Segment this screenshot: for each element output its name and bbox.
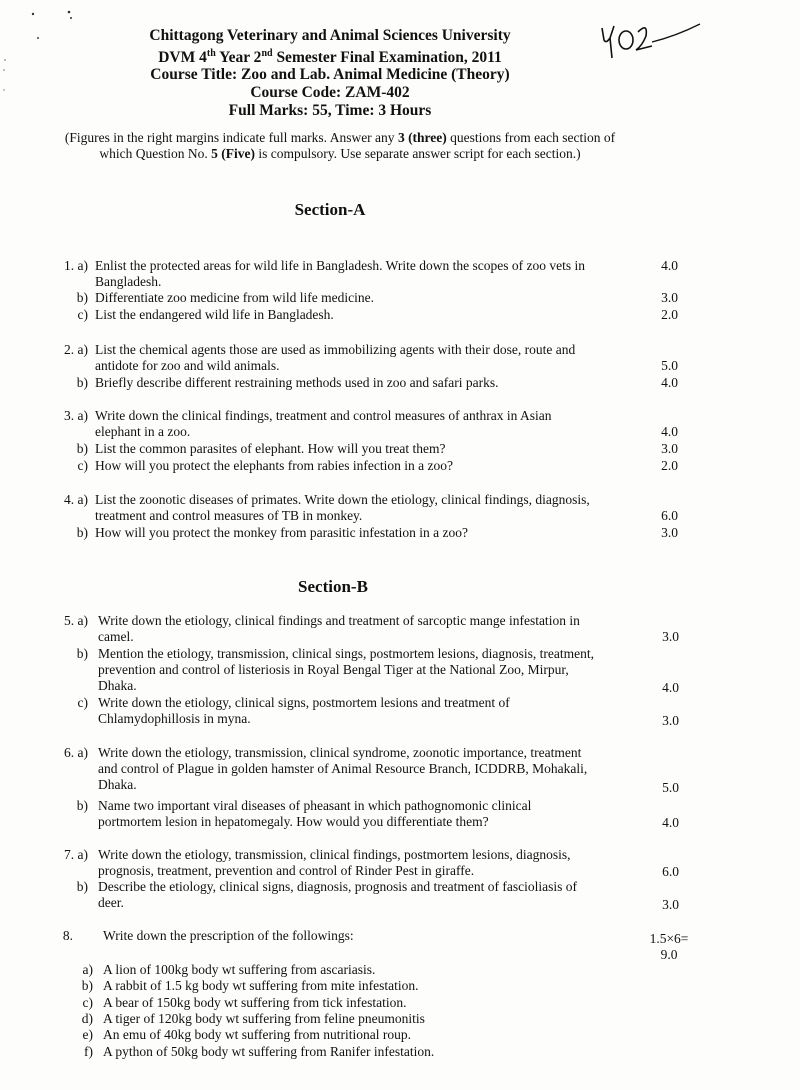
- question-label: 5. a): [64, 613, 88, 628]
- prescription-item: A bear of 150kg body wt suffering from tick infestation.: [103, 995, 407, 1010]
- question-text: Dhaka.: [98, 678, 137, 693]
- question-mark: 5.0: [661, 358, 678, 373]
- university-name: Chittagong Veterinary and Animal Sciences University: [149, 27, 511, 44]
- question-text: How will you protect the elephants from rabies infection in a zoo?: [95, 458, 454, 473]
- question-label: 8.: [62, 928, 73, 943]
- question-text: List the chemical agents those are used as immobilizing agents with their dose, route and: [95, 342, 576, 357]
- question-label: b): [76, 646, 88, 661]
- question-label: 2. a): [64, 342, 88, 357]
- question-mark: 3.0: [662, 713, 679, 728]
- prescription-label: d): [81, 1011, 93, 1026]
- prescription-item: A python of 50kg body wt suffering from Ranifer infestation.: [103, 1044, 435, 1059]
- question-label: c): [77, 307, 88, 322]
- prescription-item: A tiger of 120kg body wt suffering from feline pneumonitis: [103, 1011, 425, 1026]
- question-text: and control of Plague in golden hamster of Animal Resource Branch, ICDDRB, Mohakali,: [98, 761, 588, 776]
- question-mark: 6.0: [661, 508, 678, 523]
- prescription-item: A lion of 100kg body wt suffering from ascariasis.: [103, 962, 376, 977]
- section-a-title: Section-A: [294, 200, 366, 219]
- question-text: prevention and control of listeriosis in Royal Bengal Tiger at the National Zoo, Mirpur,: [98, 662, 569, 677]
- prescription-label: a): [82, 962, 93, 977]
- question-text: Differentiate zoo medicine from wild life medicine.: [95, 290, 375, 305]
- question-label: b): [76, 441, 88, 456]
- question-mark: 3.0: [662, 629, 679, 644]
- question-text: Write down the clinical findings, treatment and control measures of anthrax in Asian: [95, 408, 552, 423]
- question-label: c): [77, 695, 88, 710]
- prescription-label: f): [84, 1044, 93, 1059]
- question-mark: 2.0: [661, 458, 678, 473]
- question-text: portmortem lesion in hepatomegaly. How would you differentiate them?: [98, 814, 489, 829]
- question-mark: 4.0: [661, 258, 678, 273]
- question-mark: 5.0: [662, 780, 679, 795]
- question-mark: 4.0: [661, 375, 678, 390]
- course-title: Course Title: Zoo and Lab. Animal Medicine (Theory): [150, 66, 510, 84]
- question-text: prognosis, treatment, prevention and control of Rinder Pest in giraffe.: [98, 863, 475, 878]
- question-text: deer.: [98, 895, 124, 910]
- instructions: (Figures in the right margins indicate full marks. Answer any 3 (three) questions from each section of which Question No. 5 (Five) is compulsory. Use separate answer script for each section.): [64, 130, 616, 161]
- prescription-label: c): [82, 995, 93, 1010]
- prescription-item: A rabbit of 1.5 kg body wt suffering from mite infestation.: [103, 978, 419, 993]
- course-code: Course Code: ZAM-402: [250, 83, 410, 101]
- question-text: Write down the prescription of the followings:: [103, 928, 354, 943]
- question-text: List the common parasites of elephant. How will you treat them?: [95, 441, 446, 456]
- question-label: b): [76, 879, 88, 894]
- question-text: Describe the etiology, clinical signs, diagnosis, prognosis and treatment of fascioliasis of: [98, 879, 578, 894]
- question-text: elephant in a zoo.: [95, 424, 191, 439]
- question-text: Mention the etiology, transmission, clinical sings, postmortem lesions, diagnosis, treatment,: [98, 646, 594, 661]
- question-mark: 1.5×6=: [649, 931, 689, 946]
- question-text: camel.: [98, 629, 134, 644]
- question-mark: 3.0: [661, 290, 678, 305]
- question-text: Name two important viral diseases of pheasant in which pathognomonic clinical: [98, 798, 532, 813]
- prescription-label: b): [81, 978, 93, 993]
- question-label: b): [76, 375, 88, 390]
- question-text: Enlist the protected areas for wild life in Bangladesh. Write down the scopes of zoo vets in: [95, 258, 585, 273]
- question-mark: 3.0: [662, 897, 679, 912]
- question-text: Write down the etiology, clinical findings and treatment of sarcoptic mange infestation in: [98, 613, 580, 628]
- question-text: Briefly describe different restraining methods used in zoo and safari parks.: [95, 375, 499, 390]
- question-text: Write down the etiology, clinical signs, postmortem lesions and treatment of: [98, 695, 510, 710]
- question-mark: 3.0: [661, 525, 678, 540]
- question-text: Write down the etiology, transmission, clinical syndrome, zoonotic importance, treatment: [98, 745, 582, 760]
- question-mark: 4.0: [661, 424, 678, 439]
- question-label: c): [77, 458, 88, 473]
- question-label: 4. a): [64, 492, 88, 507]
- question-text: Bangladesh.: [95, 274, 162, 289]
- question-label: 3. a): [64, 408, 88, 423]
- question-mark: 3.0: [661, 441, 678, 456]
- question-text: treatment and control measures of TB in monkey.: [95, 508, 363, 523]
- question-mark: 4.0: [662, 815, 679, 830]
- prescription-item: An emu of 40kg body wt suffering from nutritional roup.: [103, 1027, 411, 1042]
- question-label: 6. a): [64, 745, 88, 760]
- exam-header: [0, 27, 660, 119]
- question-text: antidote for zoo and wild animals.: [95, 358, 280, 373]
- question-text: List the zoonotic diseases of primates. Write down the etiology, clinical findings, diagnosis,: [95, 492, 590, 507]
- question-mark: 4.0: [662, 680, 679, 695]
- section-b-title: Section-B: [298, 577, 368, 596]
- question-label: 1. a): [64, 258, 88, 273]
- prescription-label: e): [82, 1027, 93, 1042]
- question-text: How will you protect the monkey from parasitic infestation in a zoo?: [95, 525, 469, 540]
- question-text: Write down the etiology, transmission, clinical findings, postmortem lesions, diagnosis,: [98, 847, 571, 862]
- question-label: b): [76, 290, 88, 305]
- question-mark: 6.0: [662, 864, 679, 879]
- question-label: 7. a): [64, 847, 88, 862]
- question-text: List the endangered wild life in Bangladesh.: [95, 307, 334, 322]
- exam-title: DVM 4th Year 2nd Semester Final Examination, 2011: [158, 47, 502, 66]
- question-text: Chlamydophillosis in myna.: [98, 711, 251, 726]
- question-text: Dhaka.: [98, 777, 137, 792]
- question-label: b): [76, 798, 88, 813]
- question-mark: 9.0: [660, 947, 678, 962]
- marks-time: Full Marks: 55, Time: 3 Hours: [228, 101, 432, 119]
- question-mark: 2.0: [661, 307, 678, 322]
- question-label: b): [76, 525, 88, 540]
